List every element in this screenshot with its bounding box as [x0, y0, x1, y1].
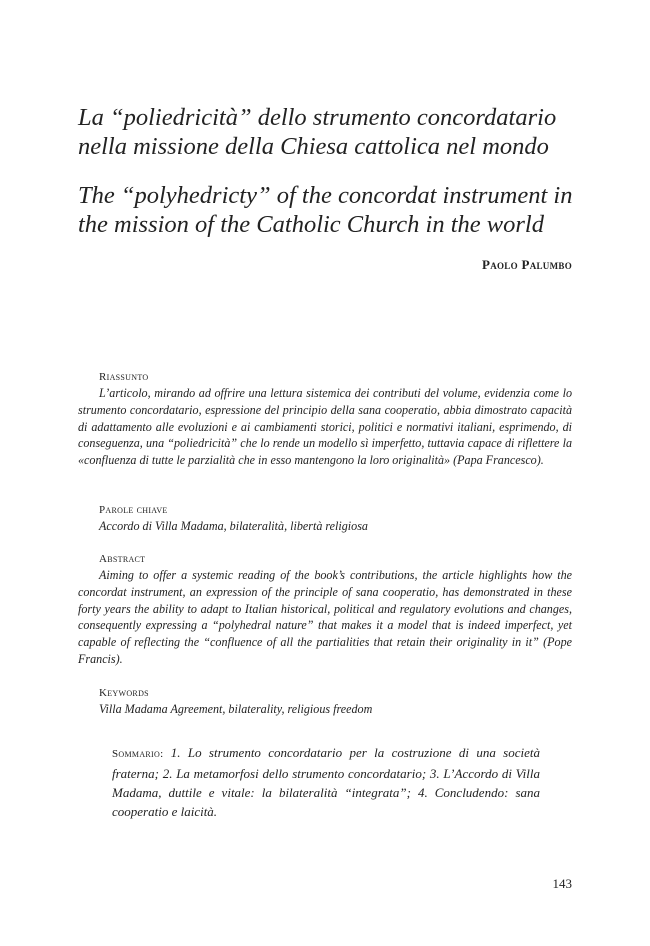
keywords-heading: Keywords: [99, 687, 149, 699]
riassunto-heading: Riassunto: [99, 371, 149, 383]
title-english: The “polyhedricty” of the concordat instrument in the mission of the Catholic Church in the world: [78, 182, 573, 238]
title-italian: La “poliedricità” dello strumento concordatario nella missione della Chiesa cattolica nel mondo: [78, 104, 557, 160]
sommario-label: Sommario:: [112, 748, 164, 760]
keywords-section: [78, 686, 572, 718]
parole-chiave-section: [78, 503, 572, 535]
abstract-heading: Abstract: [99, 553, 146, 565]
abstract-text: Aiming to offer a systemic reading of the book’s contributions, the article highlights how the concordat instrument, an expression of the principle of sana cooperatio, has demonstrated in these forty years the ability to adapt to Italian historical, political and regulatory evolutions and changes, consequently expressing a “polyhedral nature” that makes it a model that is indeed imperfect, yet capable of reflecting the “confluence of all the partialities that retain their originality in it” (Pope Francis).: [78, 568, 572, 666]
page-number: 143: [552, 876, 572, 891]
riassunto-text: L’articolo, mirando ad offrire una lettura sistemica dei contributi del volume, evidenzia come lo strumento concordatario, espressione del principio della sana cooperatio, abbia dimostrato capacità di adattamento alle evoluzioni e ai cambiamenti storici, politici e normativi italiani, esprimendo, di conseguenza, una “poliedricità” che lo rende un modello sì imperfetto, tuttavia capace di riflettere la «confluenza di tutte le parzialità che in esso mantengono la loro originalità» (Papa Francesco).: [78, 386, 572, 468]
table-of-contents: [112, 743, 540, 821]
keywords-text: Villa Madama Agreement, bilaterality, religious freedom: [99, 702, 373, 716]
sommario-text: 1. Lo strumento concordatario per la costruzione di una società fraterna; 2. La metamorfosi dello strumento concordatario; 3. L’Accordo di Villa Madama, duttile e vitale: la bilateralità “integrata”; 4. Concludendo: sana cooperatio e laicità.: [112, 745, 540, 819]
parole-chiave-text: Accordo di Villa Madama, bilateralità, libertà religiosa: [99, 519, 368, 533]
abstract-section: [78, 552, 572, 668]
riassunto-section: [78, 370, 572, 469]
parole-chiave-heading: Parole chiave: [99, 504, 168, 516]
author-name: Paolo Palumbo: [481, 257, 572, 272]
